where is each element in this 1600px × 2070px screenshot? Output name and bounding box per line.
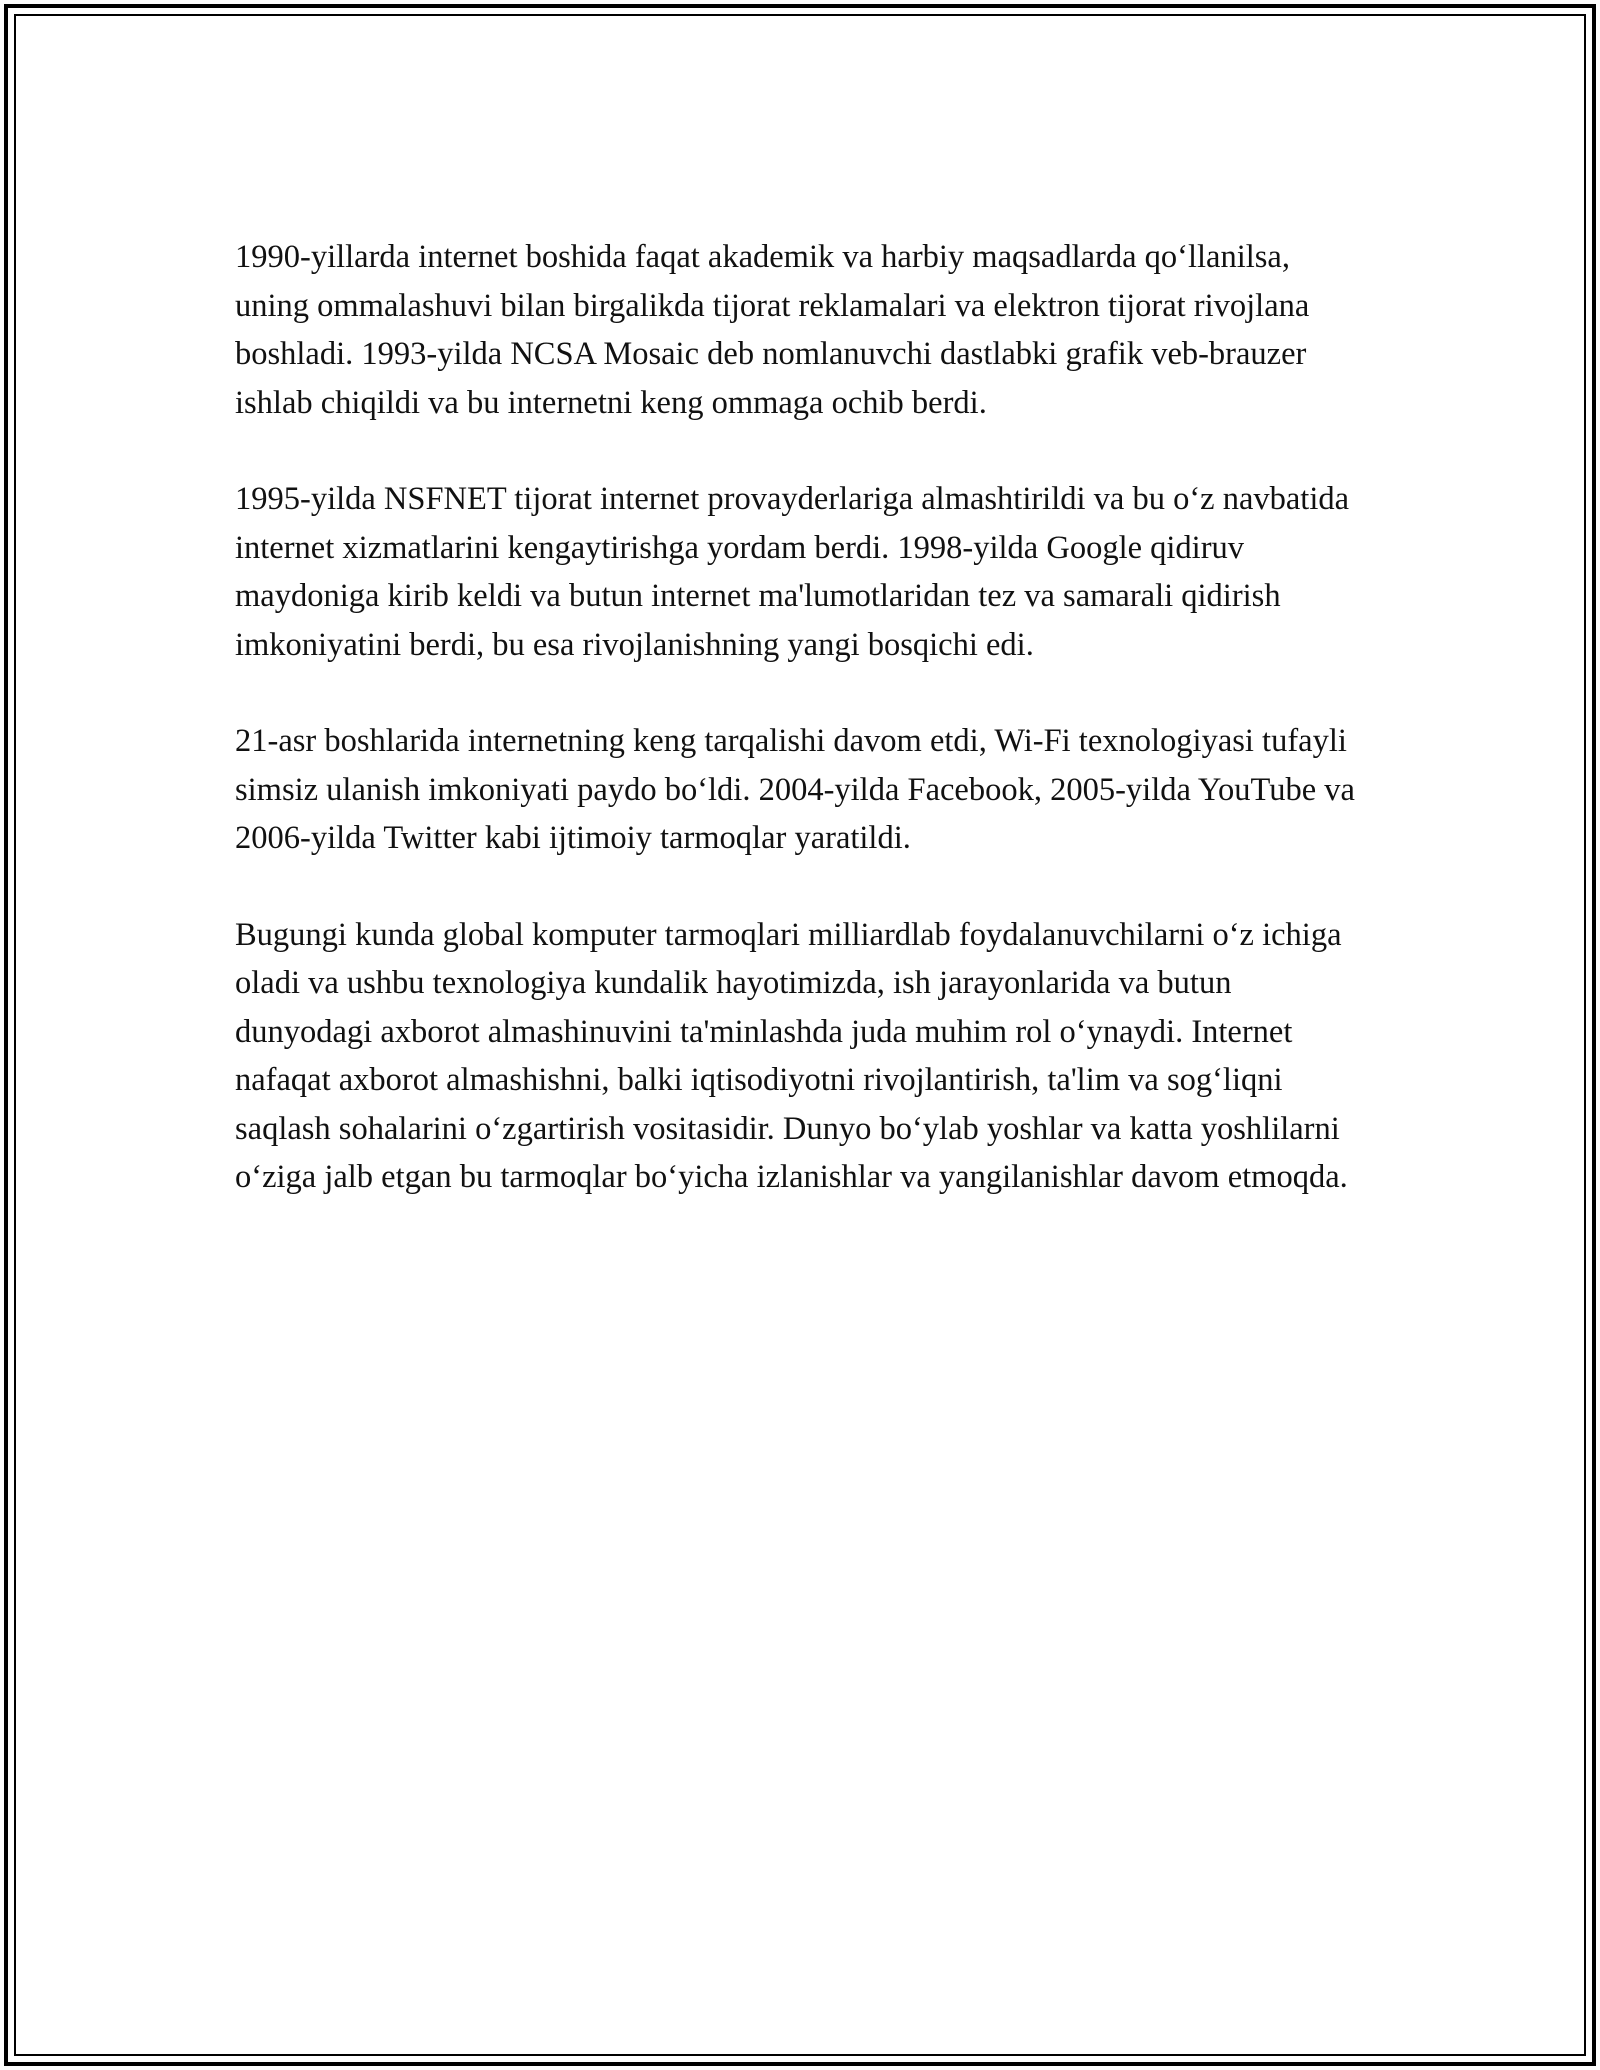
paragraph-2: 1995-yilda NSFNET tijorat internet provayderlariga almashtirildi va bu o‘z navbatida internet xizmatlarini kengaytirishga yordam berdi. 1998-yilda Google qidiruv maydoniga kirib keldi va butun internet ma'lumotlaridan tez va samarali qidirish imkoniyatini berdi, bu esa rivojlanishning yangi bosqichi edi. [235,481,1350,663]
paragraph-3: 21-asr boshlarida internetning keng tarqalishi davom etdi, Wi-Fi texnologiyasi tufayli simsiz ulanish imkoniyati paydo bo‘ldi. 2004-yilda Facebook, 2005-yilda YouTube va 2006-yilda Twitter kabi ijtimoiy tarmoqlar yaratildi. [235,723,1355,856]
document-body [235,233,1365,1250]
paragraph-1: 1990-yillarda internet boshida faqat akademik va harbiy maqsadlarda qo‘llanilsa, uning ommalashuvi bilan birgalikda tijorat reklamalari va elektron tijorat rivojlana boshladi. 1993-yilda NCSA Mosaic deb nomlanuvchi dastlabki grafik veb-brauzer ishlab chiqildi va bu internetni keng ommaga ochib berdi. [235,239,1310,421]
paragraph-4: Bugungi kunda global komputer tarmoqlari milliardlab foydalanuvchilarni o‘z ichiga oladi va ushbu texnologiya kundalik hayotimizda, ish jarayonlarida va butun dunyodagi axborot almashinuvini ta'minlashda juda muhim rol o‘ynaydi. Internet nafaqat axborot almashishni, balki iqtisodiyotni rivojlantirish, ta'lim va sog‘liqni saqlash sohalarini o‘zgartirish vositasidir. Dunyo bo‘ylab yoshlar va katta yoshlilarni o‘ziga jalb etgan bu tarmoqlar bo‘yicha izlanishlar va yangilanishlar davom etmoqda. [235,916,1348,1195]
